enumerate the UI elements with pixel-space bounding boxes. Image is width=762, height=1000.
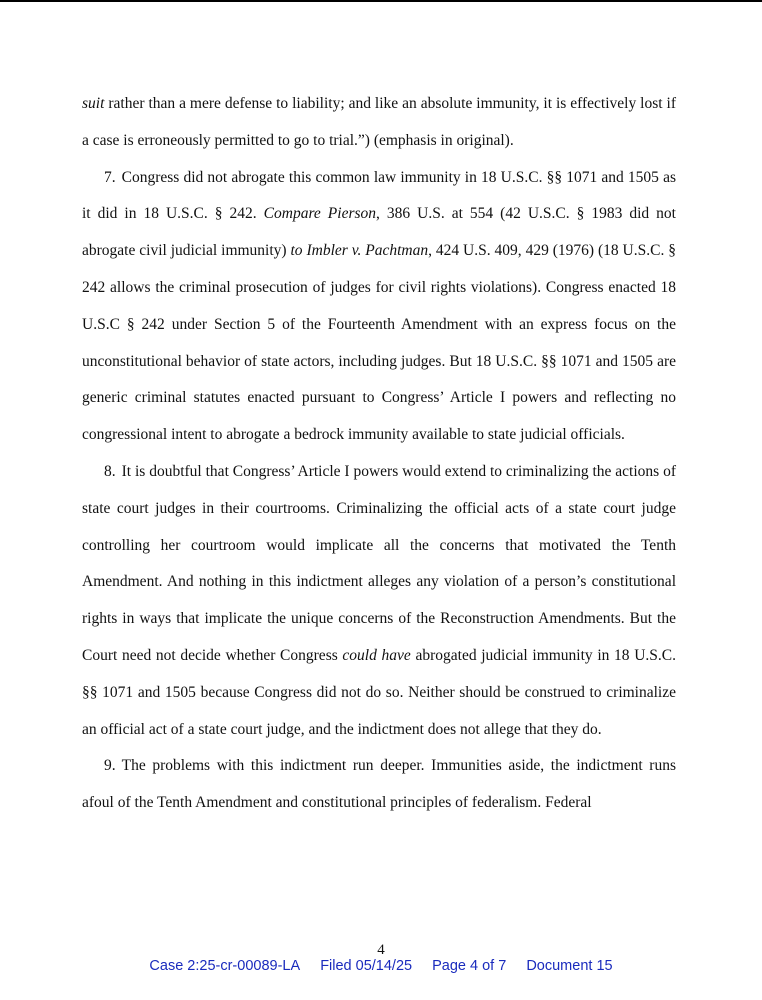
footer-document-number: Document 15 bbox=[526, 958, 613, 974]
case-citation: to Imbler v. Pachtman bbox=[290, 242, 429, 260]
text-segment: , 386 U.S. at 554 (42 U.S.C. § 1983 did not abrogate civil judicial immunity) bbox=[82, 205, 676, 260]
footer-page-count: Page 4 of 7 bbox=[432, 958, 507, 974]
paragraph-number: 9. bbox=[104, 757, 116, 775]
text-segment: rather than a mere defense to liability; and like an absolute immunity, it is effectively lost if a case is erroneously permitted to go to trial.”) (emphasis in original). bbox=[82, 95, 676, 149]
paragraph-7 bbox=[82, 160, 676, 454]
text-segment: The problems with this indictment run deeper. Immunities aside, the indictment runs afoul of the Tenth Amendment and constitutional principles of federalism. Federal bbox=[82, 757, 676, 812]
case-footer bbox=[0, 958, 762, 974]
paragraph-number: 8. bbox=[104, 462, 116, 480]
paragraph-continuation bbox=[82, 86, 676, 160]
footer-case-number: Case 2:25-cr-00089-LA bbox=[149, 958, 301, 974]
paragraph-9 bbox=[82, 748, 676, 822]
text-segment: suit bbox=[82, 95, 105, 112]
text-segment: , 424 U.S. 409, 429 (1976) (18 U.S.C. § 242 allows the criminal prosecution of judges for civil rights violations). Congress enacted 18 U.S.C § 242 under Section 5 of the Fourteenth Amendment with an express focus on the unconstitutional behavior of state actors, including judges. But 18 U.S.C. §§ 1071 and 1505 are generic criminal statutes enacted pursuant to Congress’ Article I powers and reflecting no congressional intent to abrogate a bedrock immunity available to state judicial officials. bbox=[82, 242, 676, 444]
paragraph-number: 7. bbox=[104, 168, 116, 186]
footer-filed-date: Filed 05/14/25 bbox=[320, 958, 413, 974]
page-number: 4 bbox=[377, 942, 385, 958]
text-segment: It is doubtful that Congress’ Article I powers would extend to criminalizing the actions of state court judges in their courtrooms. Criminalizing the official acts of a state court judge controlling her courtroom would implicate all the concerns that motivated the Tenth Amendment. And nothing in this indictment alleges any violation of a person’s constitutional rights in ways that implicate the unique concerns of the Reconstruction Amendments. But the Court need not decide whether Congress bbox=[82, 462, 676, 664]
document-body bbox=[82, 86, 676, 822]
text-segment: abrogated judicial immunity in 18 U.S.C. §§ 1071 and 1505 because Congress did not do so. Neither should be construed to criminalize an official act of a state court judge, and the indictment does not allege that they do. bbox=[82, 646, 676, 738]
emphasis-text: could have bbox=[342, 646, 411, 664]
text-segment: Congress did not abrogate this common law immunity in 18 U.S.C. §§ 1071 and 1505 as it did in 18 U.S.C. § 242. bbox=[82, 168, 676, 223]
case-citation: Compare Pierson bbox=[263, 205, 377, 223]
paragraph-8 bbox=[82, 454, 676, 748]
